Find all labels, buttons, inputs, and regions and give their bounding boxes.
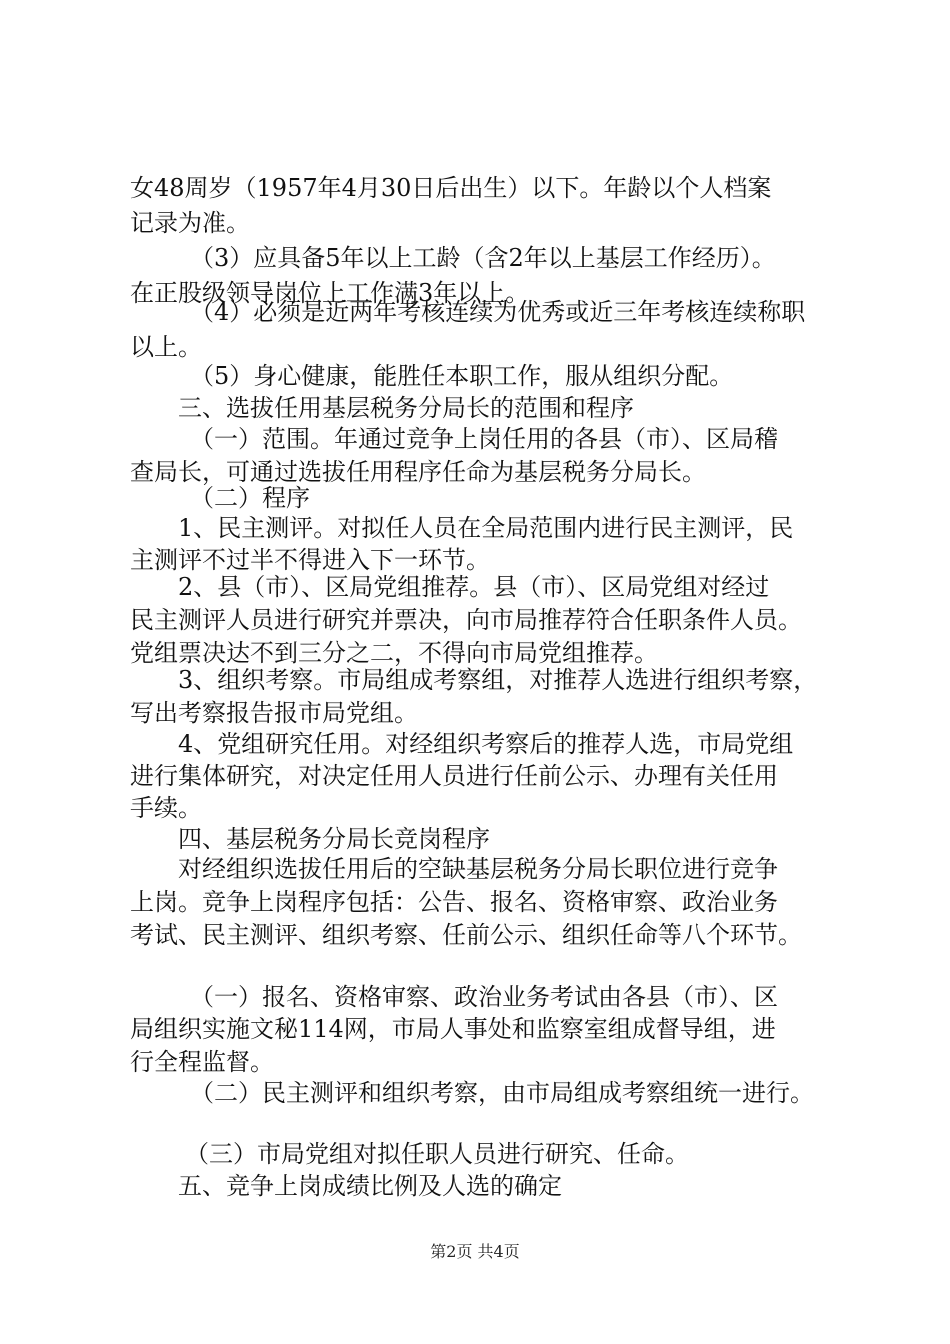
text-line: 查局长，可通过选拔任用程序任命为基层税务分局长。	[130, 458, 706, 486]
text-line: 在正股级领导岗位上工作满3年以上。	[130, 279, 530, 307]
text-line: 主测评不过半不得进入下一环节。	[130, 546, 490, 574]
text-line: 3、组织考察。市局组成考察组，对推荐人选进行组织考察，	[178, 666, 818, 694]
text-line: 以上。	[130, 333, 202, 361]
text-line: 记录为准。	[130, 209, 250, 237]
text-line: 考试、民主测评、组织考察、任前公示、组织任命等八个环节。	[130, 921, 802, 949]
text-line: 对经组织选拔任用后的空缺基层税务分局长职位进行竞争	[178, 855, 778, 883]
text-line: 4、党组研究任用。对经组织考察后的推荐人选，市局党组	[178, 730, 794, 758]
text-line: （二）程序	[190, 484, 310, 512]
text-line: （一）报名、资格审察、政治业务考试由各县（市）、区	[190, 983, 778, 1011]
text-line: 手续。	[130, 794, 202, 822]
text-line: （三）市局党组对拟任职人员进行研究、任命。	[185, 1140, 689, 1168]
text-line: （4）必须是近两年考核连续为优秀或近三年考核连续称职	[190, 298, 806, 326]
text-line: 上岗。竞争上岗程序包括：公告、报名、资格审察、政治业务	[130, 888, 778, 916]
text-line: （二）民主测评和组织考察，由市局组成考察组统一进行。	[190, 1079, 814, 1107]
text-line: 写出考察报告报市局党组。	[130, 699, 418, 727]
text-line: 民主测评人员进行研究并票决，向市局推荐符合任职条件人员。	[130, 606, 802, 634]
section-heading: 三、选拔任用基层税务分局长的范围和程序	[178, 394, 634, 422]
section-heading: 五、竞争上岗成绩比例及人选的确定	[178, 1172, 562, 1200]
text-line: 2、县（市）、区局党组推荐。县（市）、区局党组对经过	[178, 573, 770, 601]
text-line: 女48周岁（1957年4月30日后出生）以下。年龄以个人档案	[130, 174, 772, 202]
section-heading: 四、基层税务分局长竞岗程序	[178, 825, 490, 853]
text-line: 局组织实施文秘114网，市局人事处和监察室组成督导组，进	[130, 1015, 776, 1043]
text-line: （3）应具备5年以上工龄（含2年以上基层工作经历）。	[190, 244, 776, 272]
text-line: 党组票决达不到三分之二，不得向市局党组推荐。	[130, 639, 658, 667]
text-line: （一）范围。年通过竞争上岗任用的各县（市）、区局稽	[190, 425, 778, 453]
text-line: 1、民主测评。对拟任人员在全局范围内进行民主测评，民	[178, 514, 794, 542]
text-line: （5）身心健康，能胜任本职工作，服从组织分配。	[190, 362, 734, 390]
text-line: 进行集体研究，对决定任用人员进行任前公示、办理有关任用	[130, 762, 778, 790]
page-number-footer: 第2页 共4页	[430, 1242, 520, 1261]
text-line: 行全程监督。	[130, 1048, 274, 1076]
